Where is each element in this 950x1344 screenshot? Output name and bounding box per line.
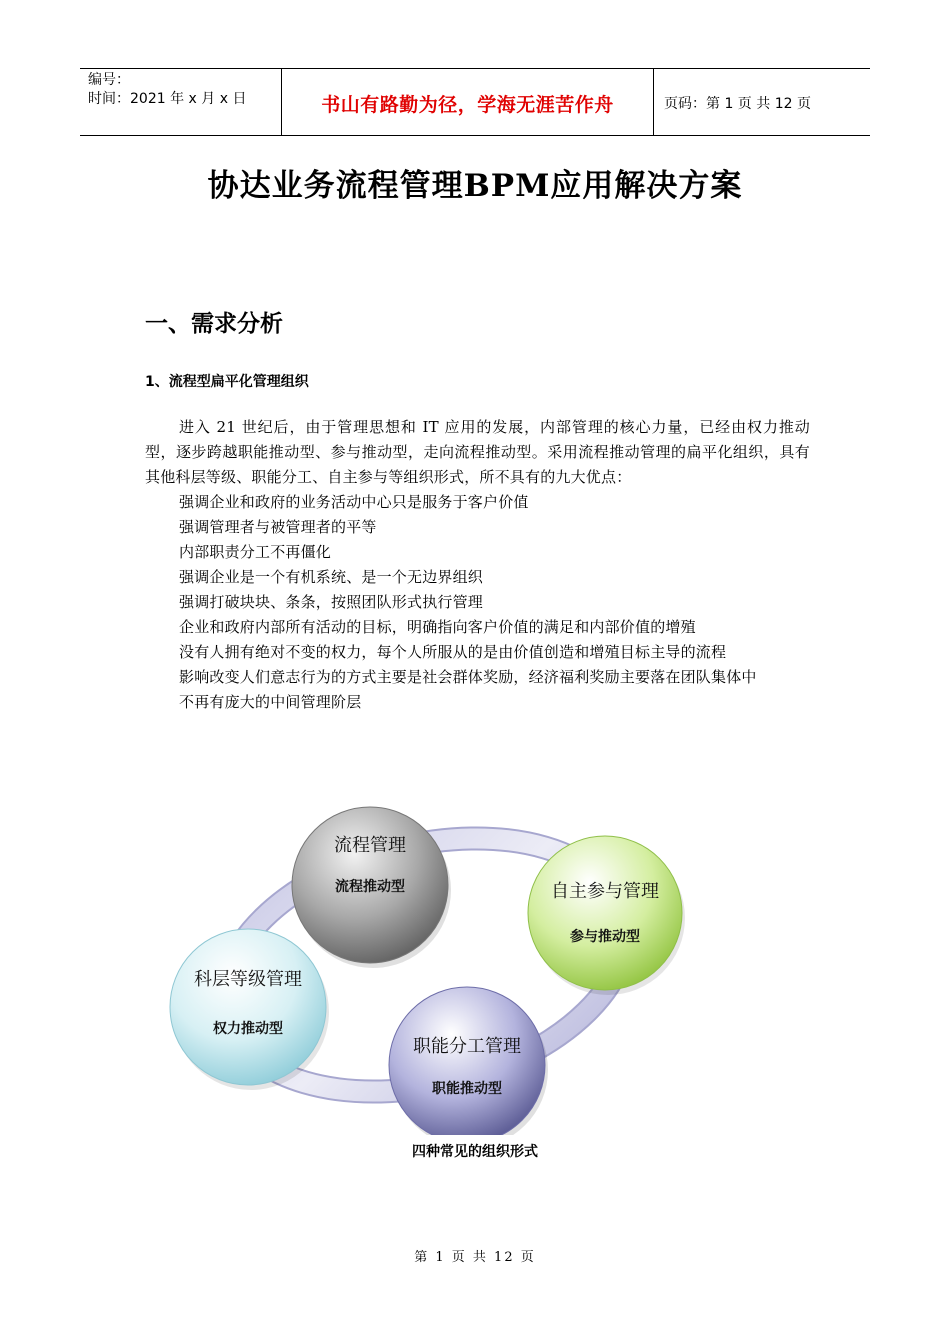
node-hierarchy-title: 科层等级管理 bbox=[194, 969, 302, 990]
motto: 书山有路勤为径，学海无涯苦作舟 bbox=[321, 93, 614, 116]
advantage-item-5: 强调打破块块、条条，按照团队形式执行管理 bbox=[179, 593, 484, 611]
advantage-item-4: 强调企业是一个有机系统、是一个无边界组织 bbox=[179, 568, 484, 586]
page-info: 页码：第 1 页 共 12 页 bbox=[664, 96, 811, 112]
header-motto-cell bbox=[282, 69, 654, 135]
header-page-cell bbox=[654, 69, 870, 135]
header-table bbox=[80, 68, 870, 136]
advantage-item-1: 强调企业和政府的业务活动中心只是服务于客户价值 bbox=[179, 493, 529, 511]
number-label: 编号： bbox=[88, 72, 130, 88]
advantage-item-6: 企业和政府内部所有活动的目标，明确指向客户价值的满足和内部价值的增殖 bbox=[179, 618, 696, 636]
time-label: 时间：2021 年 x 月 x 日 bbox=[88, 91, 247, 107]
node-function-management bbox=[389, 987, 548, 1135]
organization-forms-figure bbox=[160, 795, 700, 1135]
subsection-heading: 1、流程型扁平化管理组织 bbox=[145, 374, 309, 390]
advantage-item-7: 没有人拥有绝对不变的权力，每个人所服从的是由价值创造和增殖目标主导的流程 bbox=[179, 643, 727, 661]
body-text bbox=[145, 415, 810, 715]
node-process-title: 流程管理 bbox=[334, 835, 406, 856]
node-hierarchy-subtitle: 权力推动型 bbox=[213, 1021, 283, 1037]
section-heading: 一、需求分析 bbox=[145, 311, 283, 337]
advantage-item-8: 影响改变人们意志行为的方式主要是社会群体奖励，经济福利奖励主要落在团队集体中 bbox=[179, 668, 757, 686]
advantage-item-9: 不再有庞大的中间管理阶层 bbox=[179, 693, 362, 711]
node-participation-title: 自主参与管理 bbox=[551, 881, 659, 902]
node-function-subtitle: 职能推动型 bbox=[432, 1081, 502, 1097]
node-participation-subtitle: 参与推动型 bbox=[570, 929, 640, 945]
document-title: 协达业务流程管理BPM应用解决方案 bbox=[207, 168, 743, 204]
intro-paragraph: 进入 21 世纪后，由于管理思想和 IT 应用的发展，内部管理的核心力量，已经由权力推动型，逐步跨越职能推动型、参与推动型，走向流程推动型。采用流程推动管理的扁平化组织，具有其他科层等级、职能分工、自主参与等组织形式，所不具有的九大优点： bbox=[145, 418, 810, 486]
node-function-title: 职能分工管理 bbox=[413, 1036, 521, 1057]
node-process-subtitle: 流程推动型 bbox=[335, 879, 405, 895]
node-hierarchy-management bbox=[170, 929, 329, 1090]
figure-caption: 四种常见的组织形式 bbox=[412, 1144, 538, 1160]
advantage-item-3: 内部职责分工不再僵化 bbox=[179, 543, 332, 561]
footer-page-number: 第 1 页 共 12 页 bbox=[414, 1250, 536, 1265]
advantage-item-2: 强调管理者与被管理者的平等 bbox=[179, 518, 377, 536]
node-participation-management bbox=[528, 836, 685, 995]
cycle-diagram bbox=[160, 795, 700, 1135]
header-meta-cell bbox=[80, 69, 282, 135]
